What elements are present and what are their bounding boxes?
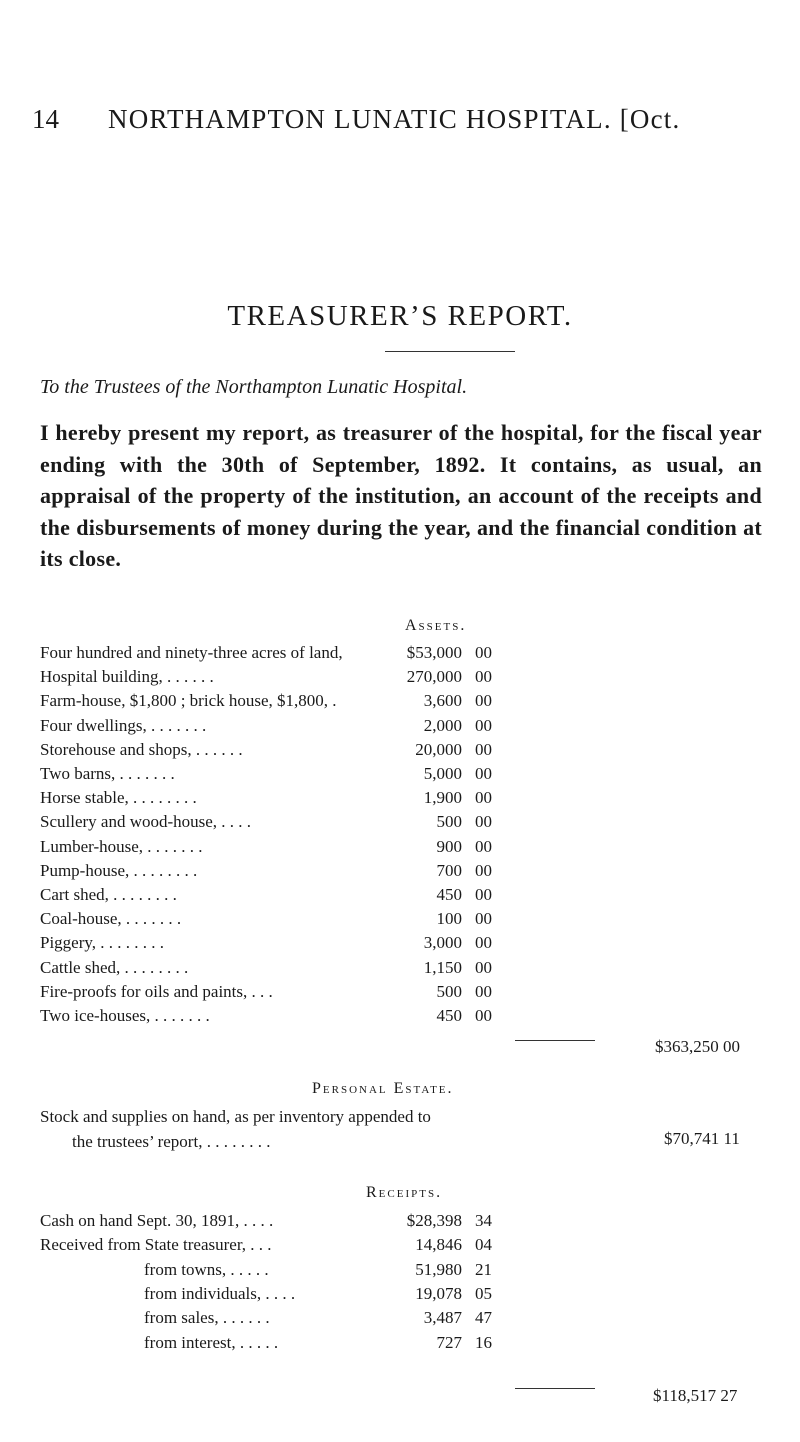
asset-row [40, 861, 780, 885]
asset-row-label: Scullery and wood-house, . . . . [40, 812, 252, 832]
personal-estate-heading: Personal Estate. [312, 1080, 454, 1097]
receipt-row-cents: 16 [475, 1332, 492, 1352]
asset-row-cents: 00 [475, 1006, 492, 1025]
receipt-row [40, 1333, 780, 1357]
receipts-sum-rule [515, 1388, 595, 1389]
asset-row-label: Two ice-houses, . . . . . . . [40, 1006, 210, 1025]
asset-row-amount: 500 [436, 812, 462, 832]
asset-row-amount: 900 [436, 836, 462, 856]
receipt-row [40, 1308, 780, 1332]
receipt-row [40, 1260, 780, 1284]
asset-row-amount: 3,600 [423, 691, 462, 711]
asset-row-label: Fire-proofs for oils and paints, . . . [40, 981, 273, 1001]
asset-row-amount: 270,000 [406, 667, 462, 687]
personal-estate-line-2: the trustees’ report, . . . . . . . . [72, 1132, 271, 1151]
asset-row-amount: 3,000 [423, 933, 462, 953]
asset-row-cents: 00 [475, 909, 492, 929]
asset-row-amount: $53,000 [406, 643, 462, 662]
asset-row-label: Four dwellings, . . . . . . . [40, 715, 207, 735]
receipt-row-amount: 727 [436, 1332, 462, 1352]
asset-row-amount: 700 [436, 860, 462, 880]
asset-row-amount: 450 [436, 1006, 462, 1025]
asset-row-cents: 00 [475, 836, 492, 856]
receipt-row [40, 1235, 780, 1259]
personal-estate-total: $70,741 11 [664, 1129, 740, 1148]
receipt-row-amount: $28,398 [406, 1211, 462, 1230]
asset-row [40, 909, 780, 933]
asset-row-label: Piggery, . . . . . . . . [40, 933, 165, 953]
asset-row-cents: 00 [475, 739, 492, 759]
asset-row-cents: 00 [475, 812, 492, 832]
asset-row-amount: 20,000 [415, 739, 462, 759]
receipt-row-cents: 34 [475, 1211, 492, 1230]
asset-row-amount: 1,150 [423, 957, 462, 977]
receipts-heading: Receipts. [366, 1184, 443, 1201]
asset-row-cents: 00 [475, 957, 492, 977]
asset-row-amount: 500 [436, 981, 462, 1001]
asset-row-label: Coal-house, . . . . . . . [40, 909, 182, 929]
asset-row-label: Two barns, . . . . . . . [40, 764, 175, 783]
assets-heading: Assets. [405, 617, 467, 634]
asset-row-cents: 00 [475, 764, 492, 783]
asset-row-label: Storehouse and shops, . . . . . . [40, 739, 243, 759]
asset-row-cents: 00 [475, 643, 492, 662]
asset-row [40, 788, 780, 812]
receipt-row-cents: 04 [475, 1235, 492, 1255]
asset-row [40, 740, 780, 764]
receipt-row-label: from individuals, . . . . [144, 1283, 296, 1303]
asset-row-cents: 00 [475, 885, 492, 904]
asset-row-cents: 00 [475, 715, 492, 735]
receipt-row-label: from sales, . . . . . . [144, 1308, 270, 1328]
receipt-row-cents: 05 [475, 1283, 492, 1303]
address-line: To the Trustees of the Northampton Lunatic Hospital. [40, 376, 468, 398]
receipt-row-label: from towns, . . . . . [144, 1259, 269, 1279]
asset-row-cents: 00 [475, 981, 492, 1001]
receipt-row [40, 1211, 780, 1235]
asset-row-label: Hospital building, . . . . . . [40, 667, 214, 687]
receipt-row-cents: 21 [475, 1259, 492, 1279]
assets-total: $363,250 00 [655, 1037, 740, 1056]
asset-row-label: Cattle shed, . . . . . . . . [40, 957, 189, 977]
intro-paragraph: I hereby present my report, as treasurer of the hospital, for the fiscal year ending with the 30th of September, 1892. It contains, as usual, an appraisal of the property of the institution, an account of the receipts and the disbursements of money during the year, and the financial condition at its close. [40, 420, 762, 571]
receipts-total: $118,517 27 [653, 1386, 738, 1405]
asset-row [40, 667, 780, 691]
receipt-row-amount: 51,980 [415, 1259, 462, 1279]
receipt-row-label: Received from State treasurer, . . . [40, 1235, 272, 1255]
asset-row [40, 764, 780, 788]
running-title: NORTHAMPTON LUNATIC HOSPITAL. [Oct. [108, 104, 681, 134]
asset-row-label: Horse stable, . . . . . . . . [40, 788, 197, 808]
receipt-row-label: Cash on hand Sept. 30, 1891, . . . . [40, 1211, 274, 1230]
report-title: TREASURER’S REPORT. [227, 300, 573, 332]
asset-row [40, 716, 780, 740]
asset-row-label: Pump-house, . . . . . . . . [40, 860, 198, 880]
asset-row-cents: 00 [475, 788, 492, 808]
asset-row [40, 958, 780, 982]
asset-row-cents: 00 [475, 933, 492, 953]
asset-row-label: Four hundred and ninety-three acres of land, [40, 643, 343, 662]
receipt-row-cents: 47 [475, 1308, 492, 1328]
personal-estate-line-1: Stock and supplies on hand, as per inventory appended to [40, 1107, 431, 1126]
assets-sum-rule [515, 1040, 595, 1041]
receipt-row-amount: 19,078 [415, 1283, 462, 1303]
asset-row [40, 691, 780, 715]
asset-row [40, 933, 780, 957]
asset-row-cents: 00 [475, 667, 492, 687]
receipt-row-amount: 3,487 [423, 1308, 462, 1328]
asset-row-amount: 5,000 [423, 764, 462, 783]
asset-row-amount: 2,000 [423, 715, 462, 735]
receipt-row-amount: 14,846 [415, 1235, 462, 1255]
asset-row-cents: 00 [475, 860, 492, 880]
asset-row [40, 1006, 780, 1030]
asset-row-amount: 1,900 [423, 788, 462, 808]
asset-row-label: Farm-house, $1,800 ; brick house, $1,800, . [40, 691, 337, 711]
asset-row-amount: 100 [436, 909, 462, 929]
asset-row-amount: 450 [436, 885, 462, 904]
asset-row [40, 885, 780, 909]
page-header [32, 104, 772, 144]
asset-row [40, 982, 780, 1006]
asset-row-label: Cart shed, . . . . . . . . [40, 885, 177, 904]
title-rule [385, 351, 515, 352]
asset-row [40, 837, 780, 861]
asset-row-label: Lumber-house, . . . . . . . [40, 836, 203, 856]
asset-row [40, 812, 780, 836]
receipt-row [40, 1284, 780, 1308]
receipt-row-label: from interest, . . . . . [144, 1332, 279, 1352]
page-number: 14 [32, 104, 59, 134]
asset-row-cents: 00 [475, 691, 492, 711]
asset-row [40, 643, 780, 667]
